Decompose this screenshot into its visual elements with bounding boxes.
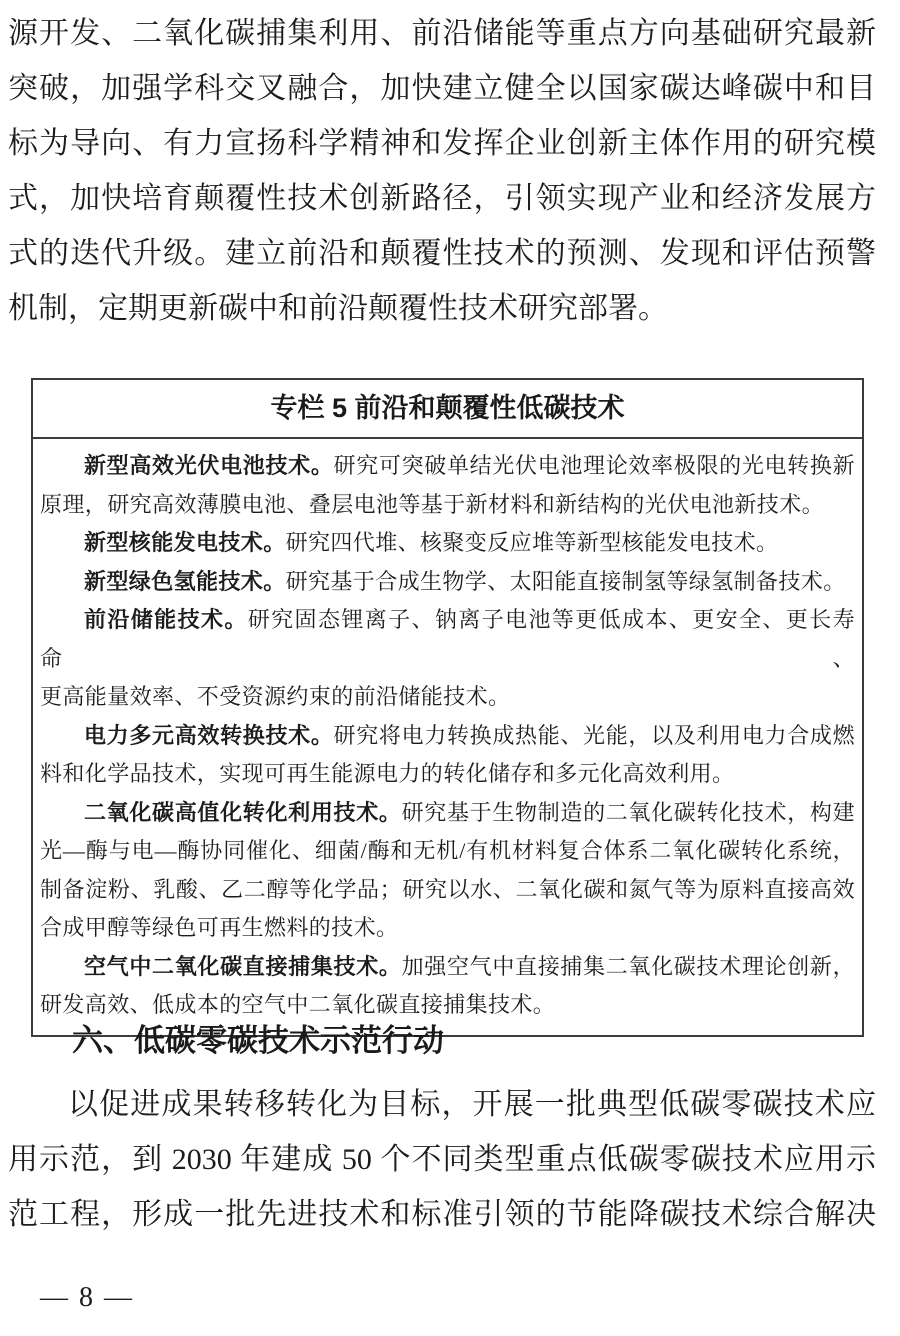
box-item [40, 717, 855, 794]
text-segment: 原理，研究高效薄膜电池、叠层电池等基于新材料和新结构的光伏电池新技术。 [40, 491, 825, 517]
text-segment: 突破，加强学科交叉融合，加快建立健全以国家碳达峰碳中和目 [8, 72, 876, 105]
box-item [40, 524, 855, 563]
text-line [40, 601, 855, 678]
text-line [40, 909, 855, 948]
text-segment: 式，加快培育颠覆性技术创新路径，引领实现产业和经济发展方 [8, 182, 876, 215]
text-segment: 用示范，到 2030 年建成 50 个不同类型重点低碳零碳技术应用示 [8, 1143, 876, 1176]
text-line [8, 226, 876, 281]
box-item-lead: 空气中二氧化碳直接捕集技术。 [84, 953, 402, 979]
text-line [40, 794, 855, 833]
text-line [8, 1132, 876, 1187]
box-item [40, 794, 855, 948]
text-segment: 加强空气中直接捕集二氧化碳技术理论创新， [401, 953, 855, 979]
box-item-lead: 电力多元高效转换技术。 [84, 722, 334, 748]
box-item [40, 601, 855, 717]
section-heading: 六、低碳零碳技术示范行动 [72, 1023, 444, 1058]
box-body [33, 439, 862, 1035]
text-segment: 研发高效、低成本的空气中二氧化碳直接捕集技术。 [40, 992, 556, 1017]
text-segment: 研究基于合成生物学、太阳能直接制氢等绿氢制备技术。 [285, 568, 846, 594]
page-number: — 8 — [40, 1282, 134, 1313]
text-line [40, 755, 855, 794]
box-item-lead: 新型高效光伏电池技术。 [84, 453, 334, 478]
text-segment: 研究四代堆、核聚变反应堆等新型核能发电技术。 [285, 530, 779, 555]
text-line [8, 1187, 876, 1242]
box-item-lead: 新型绿色氢能技术。 [84, 568, 286, 594]
text-line [40, 678, 855, 717]
box-item [40, 563, 855, 602]
text-segment: 机制，定期更新碳中和前沿颠覆性技术研究部署。 [8, 292, 668, 325]
text-segment: 范工程，形成一批先进技术和标准引领的节能降碳技术综合解决 [8, 1198, 876, 1231]
top-paragraph [8, 6, 876, 336]
column-box [31, 378, 864, 1037]
text-line [8, 6, 876, 61]
bottom-paragraph [8, 1077, 876, 1242]
text-segment: 源开发、二氧化碳捕集利用、前沿储能等重点方向基础研究最新 [8, 17, 876, 50]
text-line [8, 1077, 876, 1132]
text-segment: 合成甲醇等绿色可再生燃料的技术。 [40, 915, 399, 940]
box-title: 专栏 5 前沿和颠覆性低碳技术 [33, 380, 862, 439]
text-segment: 研究固态锂离子、钠离子电池等更低成本、更安全、更长寿命、 [40, 607, 855, 671]
text-line [40, 948, 855, 987]
text-line [40, 871, 855, 910]
text-segment: 更高能量效率、不受资源约束的前沿储能技术。 [40, 684, 511, 709]
text-line [8, 171, 876, 226]
text-line [40, 563, 855, 602]
text-segment: 研究基于生物制造的二氧化碳转化技术，构建 [401, 799, 855, 825]
text-segment: 研究将电力转换成热能、光能，以及利用电力合成燃 [333, 722, 855, 748]
text-segment: 研究可突破单结光伏电池理论效率极限的光电转换新 [333, 453, 855, 478]
box-item-lead: 新型核能发电技术。 [84, 530, 286, 555]
text-segment: 式的迭代升级。建立前沿和颠覆性技术的预测、发现和评估预警 [8, 237, 876, 270]
text-line [40, 717, 855, 756]
text-line [8, 281, 876, 336]
box-item [40, 447, 855, 524]
box-item-lead: 二氧化碳高值化转化利用技术。 [84, 799, 402, 825]
text-segment: 制备淀粉、乳酸、乙二醇等化学品；研究以水、二氧化碳和氮气等为原料直接高效 [40, 876, 855, 902]
text-line [40, 832, 855, 871]
text-line [40, 524, 855, 563]
text-line [8, 61, 876, 116]
box-item-lead: 前沿储能技术。 [84, 607, 248, 632]
text-segment: 以促进成果转移转化为目标，开展一批典型低碳零碳技术应 [68, 1088, 876, 1121]
text-line [8, 116, 876, 171]
text-line [40, 486, 855, 525]
text-line [40, 447, 855, 486]
text-segment: 光—酶与电—酶协同催化、细菌/酶和无机/有机材料复合体系二氧化碳转化系统， [40, 838, 855, 863]
text-segment: 标为导向、有力宣扬科学精神和发挥企业创新主体作用的研究模 [8, 127, 876, 160]
text-segment: 料和化学品技术，实现可再生能源电力的转化储存和多元化高效利用。 [40, 761, 735, 786]
